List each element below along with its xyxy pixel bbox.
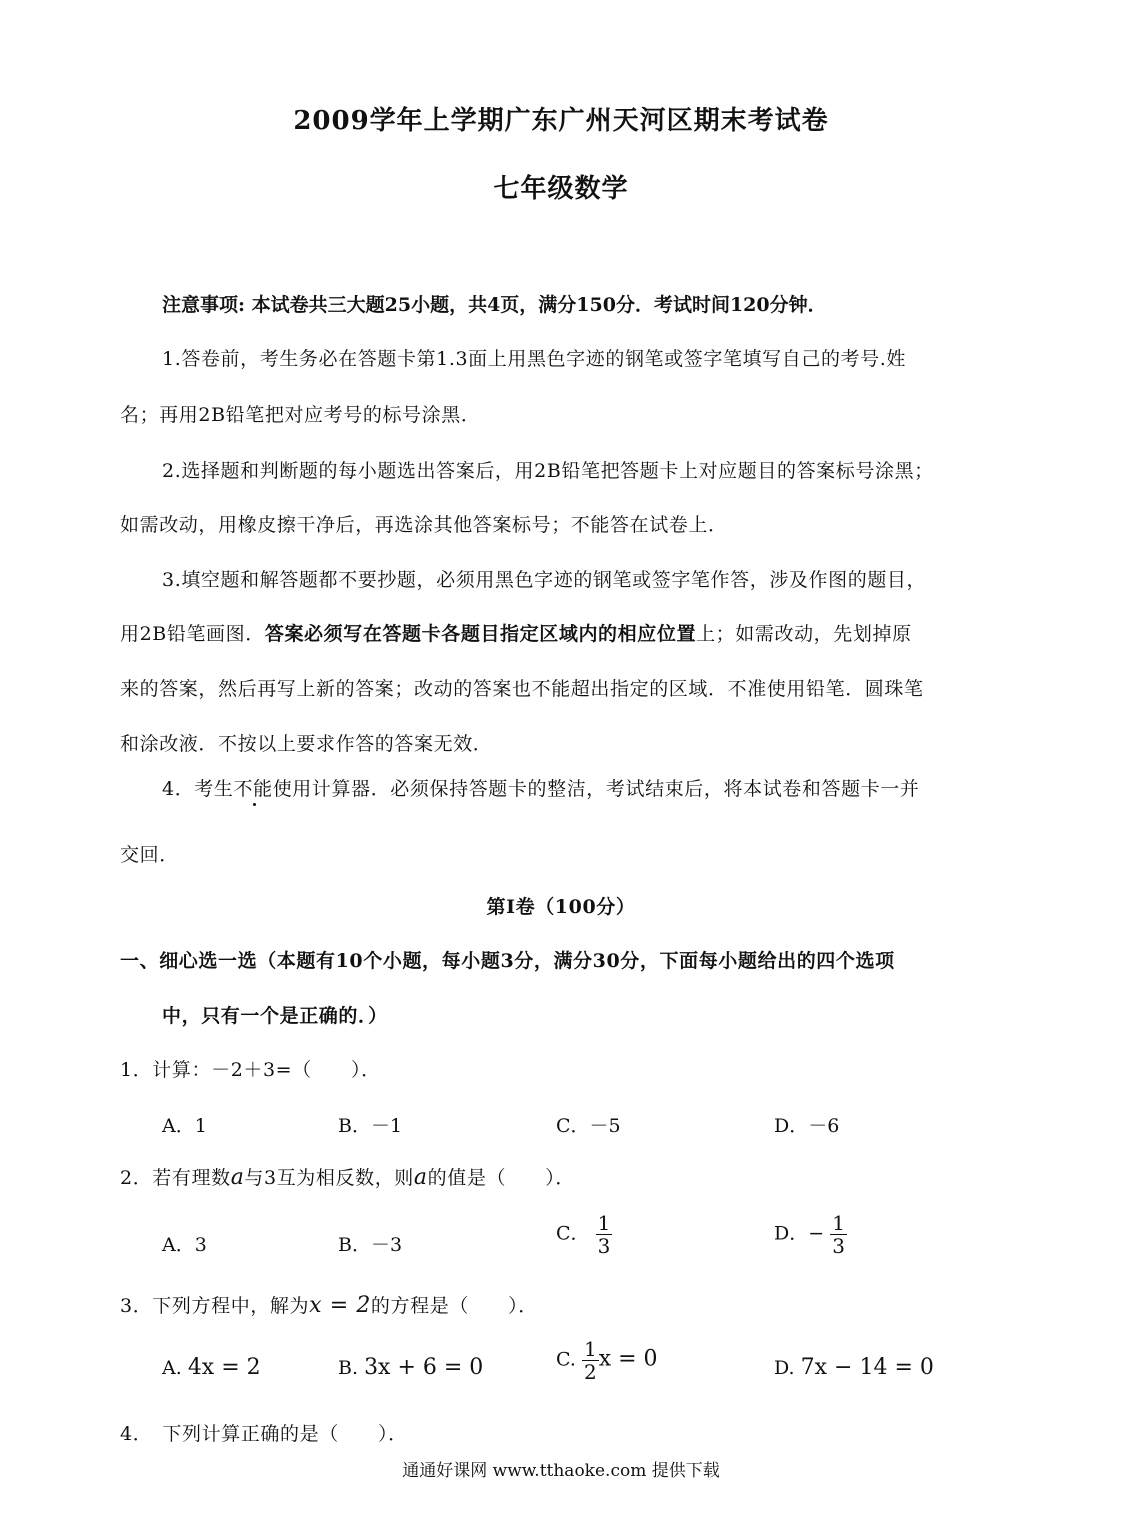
fraction-numerator: 1 [597, 1211, 611, 1235]
question-3-option-c-fraction [582, 1338, 599, 1383]
notice-item-4-emphasis: 不能 [233, 778, 273, 800]
question-3-stem-equation: x = 2 [309, 1293, 371, 1318]
fraction-denominator: 3 [832, 1234, 845, 1258]
question-3-option-d [774, 1355, 934, 1380]
question-1-option-b: B．－1 [338, 1115, 403, 1137]
question-3-option-a [162, 1355, 261, 1380]
question-3-option-b [338, 1355, 483, 1380]
question-3-stem-a: 3．下列方程中，解为 [120, 1295, 310, 1317]
notice-item-3-line-2 [120, 621, 912, 647]
exam-subtitle: 七年级数学 [493, 174, 629, 204]
question-3-stem [120, 1293, 538, 1319]
question-2-option-c-label: C． [556, 1222, 590, 1245]
question-2-stem-a: 2．若有理数 [120, 1167, 231, 1189]
question-2-variable-repeat: a [413, 1165, 428, 1190]
question-3-option-c [556, 1338, 658, 1383]
question-3-option-c-equation: x = 0 [598, 1346, 658, 1372]
fraction-numerator: 1 [583, 1337, 597, 1361]
section-1-instruction-line-2: 中，只有一个是正确的．） [162, 1005, 388, 1027]
question-4-stem: 4． 下列计算正确的是（ ）． [120, 1423, 408, 1445]
notice-item-3-line-1: 3.填空题和解答题都不要抄题，必须用黑色字迹的钢笔或签字笔作答，涉及作图的题目， [162, 569, 927, 591]
question-3-option-d-label: D. [774, 1357, 795, 1379]
notice-item-3-line-3: 来的答案，然后再写上新的答案；改动的答案也不能超出指定的区域．不准使用铅笔．圆珠笔 [120, 678, 924, 700]
question-2-stem-c: 的值是（ ）． [427, 1167, 575, 1189]
notice-item-4-text-b: 使用计算器．必须保持答题卡的整洁，考试结束后，将本试卷和答题卡一并 [272, 778, 920, 800]
notice-item-3-emphasis: 答案必须写在答题卡各题目指定区域内的相应位置 [264, 623, 697, 645]
question-3-option-a-equation: 4x = 2 [187, 1355, 261, 1380]
question-2-option-d-label: D． [774, 1222, 809, 1245]
part-1-heading: 第Ⅰ卷（100分） [486, 896, 636, 918]
notice-item-3-line-4: 和涂改液．不按以上要求作答的答案无效． [120, 733, 493, 755]
footer-source-text: 通通好课网 www.tthaoke.com 提供下载 [402, 1461, 720, 1481]
notice-item-4-line-2: 交回． [120, 844, 179, 866]
notice-item-1-line-2: 名；再用2B铅笔把对应考号的标号涂黑． [120, 404, 481, 426]
question-3-option-b-label: B. [338, 1357, 359, 1379]
notice-item-4-line-1 [162, 776, 920, 802]
question-3-option-c-label: C. [556, 1348, 576, 1371]
notice-item-3-text-b: 上；如需改动，先划掉原 [696, 623, 912, 645]
question-1-option-a: A．1 [162, 1115, 207, 1137]
question-2-option-c-fraction [596, 1212, 613, 1257]
question-3-option-b-equation: 3x + 6 = 0 [364, 1355, 484, 1380]
question-2-option-b: B．－3 [338, 1234, 403, 1256]
question-3-stem-b: 的方程是（ ）． [370, 1295, 538, 1317]
question-3-option-a-label: A. [162, 1357, 182, 1379]
notice-item-4-text-a: 4．考生 [162, 778, 234, 800]
notice-item-2-line-1: 2.选择题和判断题的每小题选出答案后，用2B铅笔把答题卡上对应题目的答案标号涂黑； [162, 460, 934, 482]
notice-summary-text: 本试卷共三大题25小题，共4页，满分150分．考试时间120分钟． [251, 294, 827, 316]
question-1-stem: 1．计算：－2＋3=（ ）． [120, 1059, 381, 1081]
question-2-stem-b: 与3互为相反数，则 [244, 1167, 414, 1189]
question-3-option-d-equation: 7x − 14 = 0 [800, 1355, 934, 1380]
question-2-option-a: A．3 [162, 1234, 207, 1256]
fraction-denominator: 3 [597, 1234, 611, 1258]
notice-item-2-line-2: 如需改动，用橡皮擦干净后，再选涂其他答案标号；不能答在试卷上． [120, 514, 728, 536]
notice-heading: 注意事项: [162, 294, 246, 316]
question-2-option-c [556, 1212, 612, 1257]
notice-summary [162, 290, 827, 317]
question-2-option-d-sign: − [808, 1222, 825, 1245]
fraction-numerator: 1 [832, 1211, 845, 1235]
question-2-option-d [774, 1212, 847, 1257]
question-1-option-d: D．－6 [774, 1115, 840, 1137]
notice-item-1-line-1: 1.答卷前，考生务必在答题卡第1.3面上用黑色字迹的钢笔或签字笔填写自己的考号.姓 [162, 348, 906, 370]
question-1-option-c: C．－5 [556, 1115, 621, 1137]
question-2-stem [120, 1165, 575, 1191]
exam-title: 2009学年上学期广东广州天河区期末考试卷 [293, 106, 829, 136]
notice-item-3-text-a: 用2B铅笔画图． [120, 623, 265, 645]
section-1-instruction-line-1: 一、细心选一选（本题有10个小题，每小题3分，满分30分，下面每小题给出的四个选项 [120, 950, 895, 972]
question-2-option-d-fraction [830, 1212, 847, 1257]
question-2-variable: a [230, 1165, 245, 1190]
fraction-denominator: 2 [583, 1360, 597, 1384]
